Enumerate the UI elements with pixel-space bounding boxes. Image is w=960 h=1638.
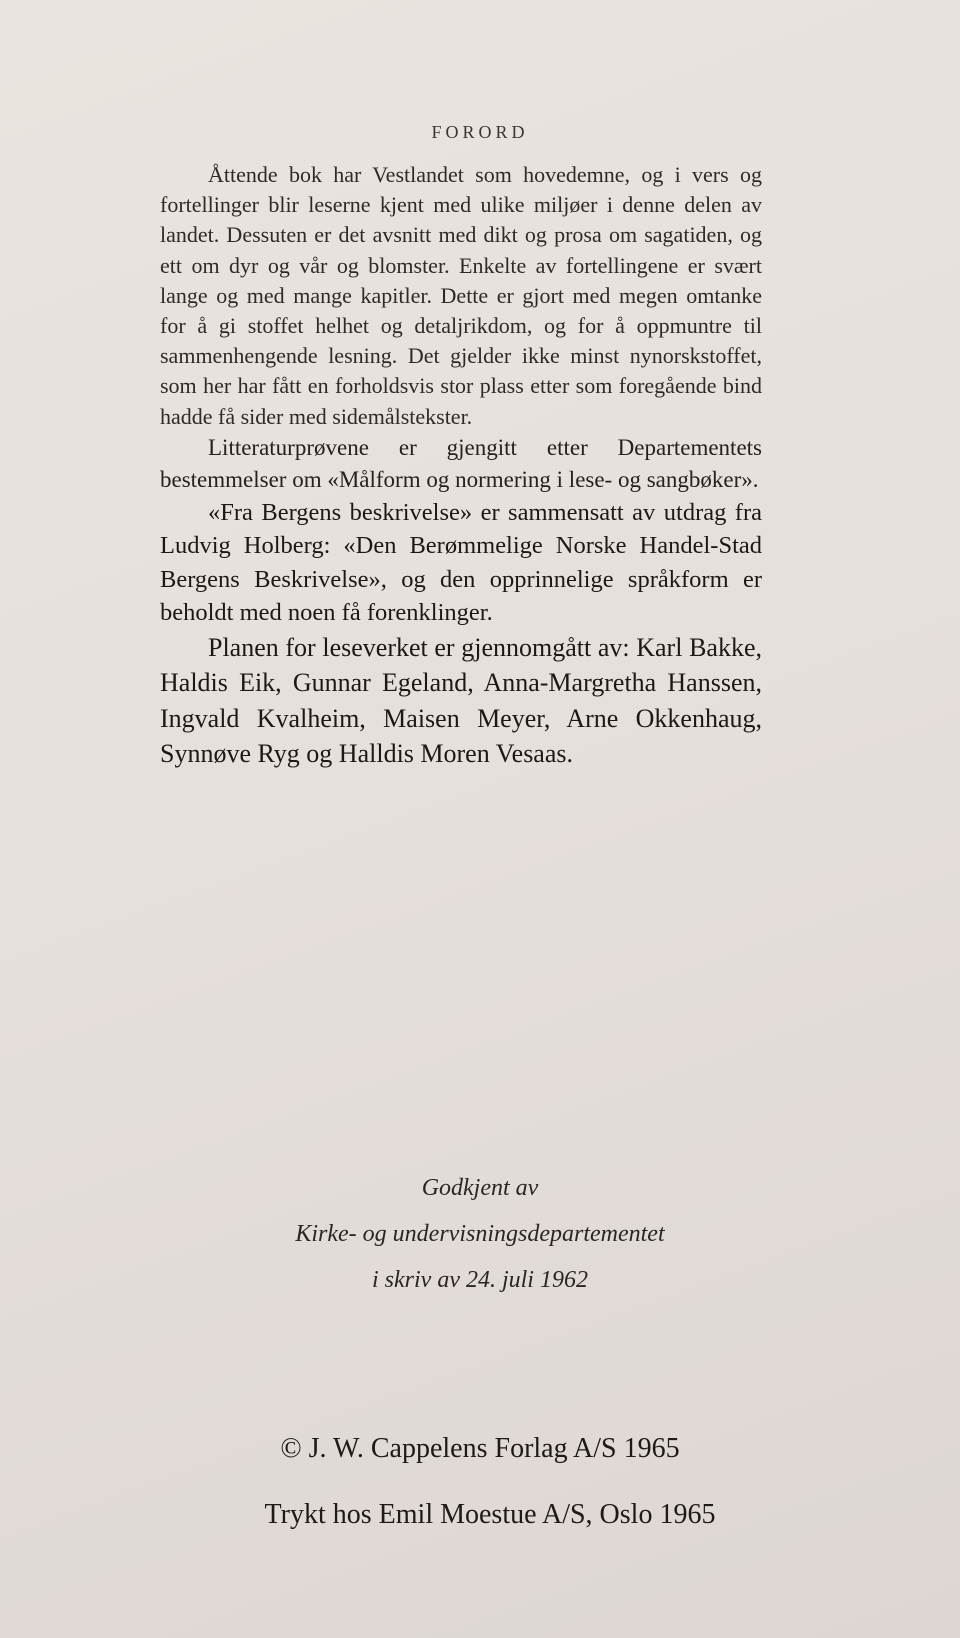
copyright-block	[0, 1416, 960, 1548]
approval-notice	[0, 1165, 960, 1303]
page-title: FORORD	[431, 122, 529, 142]
approval-line-1: Godkjent av	[421, 1175, 539, 1201]
preface-paragraph-4: Planen for leseverket er gjennomgått av: Karl Bakke, Haldis Eik, Gunnar Egeland, Anna-Margretha Hanssen, Ingvald Kvalheim, Maisen Meyer, Arne Okkenhaug, Synnøve Ryg og Halldis Moren Vesaas.	[160, 632, 762, 769]
printer-line: Trykt hos Emil Moestue A/S, Oslo 1965	[264, 1499, 716, 1530]
approval-line-2: Kirke- og undervisningsdepartementet	[295, 1221, 665, 1247]
preface-paragraph-1: Åttende bok har Vestlandet som hovedemne, og i vers og fortellinger blir leserne kjent med ulike miljøer i denne delen av landet. Dessuten er det avsnitt med dikt og prosa om sagatiden, og ett om dyr og vår og blomster. Enkelte av fortellingene er svært lange og med mange kapitler. Dette er gjort med megen omtanke for å gi stoffet helhet og detaljrikdom, og for å oppmuntre til sammenhengende lesning. Det gjelder ikke minst nynorskstoffet, som her har fått en forholdsvis stor plass etter som foregående bind hadde få sider med sidemålstekster.	[160, 162, 762, 429]
copyright-line: © J. W. Cappelens Forlag A/S 1965	[280, 1433, 680, 1464]
preface-paragraph-2: Litteraturprøvene er gjengitt etter Departementets bestemmelser om «Målform og normering i lese- og sangbøker».	[160, 434, 762, 492]
preface-paragraph-3: «Fra Bergens beskrivelse» er sammensatt av utdrag fra Ludvig Holberg: «Den Berømmelige Norske Handel-Stad Bergens Beskrivelse», og den opprinnelige språkform er beholdt med noen få forenklinger.	[160, 498, 762, 627]
preface-text	[160, 160, 762, 772]
approval-line-3: i skriv av 24. juli 1962	[372, 1267, 588, 1293]
